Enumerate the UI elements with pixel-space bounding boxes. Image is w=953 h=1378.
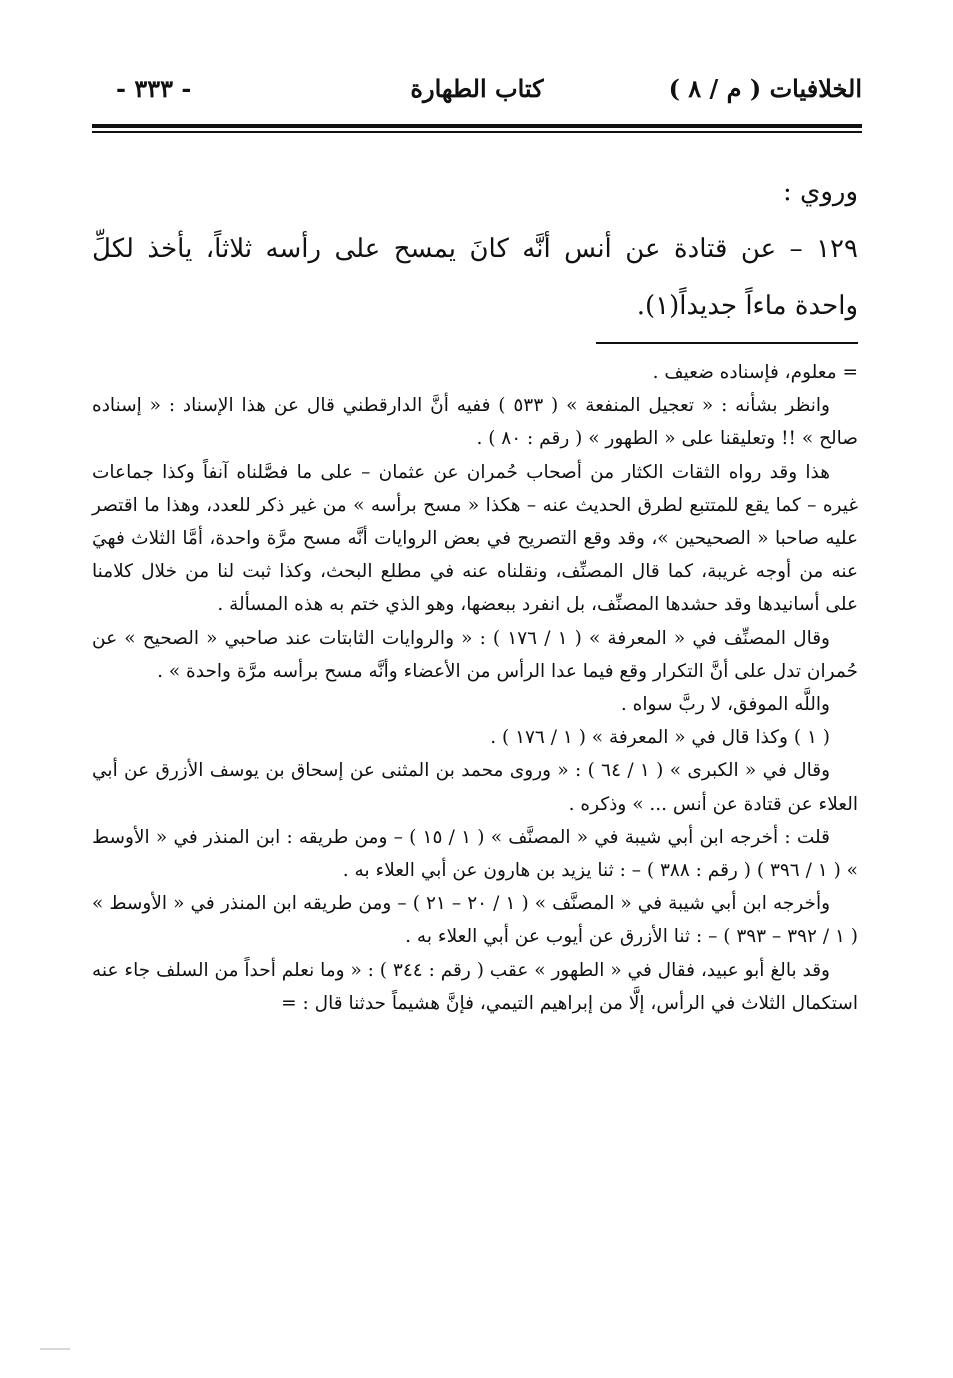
header-page-number: - ٣٣٣ - bbox=[116, 74, 192, 103]
footnote-paragraph: وقال في « الكبرى » ( ١ / ٦٤ ) : « وروى محمد بن المثنى عن إسحاق بن يوسف الأزرق عن أبي العلاء عن قتادة عن أنس ... » وذكره . bbox=[92, 760, 858, 815]
footnote-paragraph: وانظر بشأنه : « تعجيل المنفعة » ( ٥٣٣ ) ففيه أنَّ الدارقطني قال عن هذا الإسناد : « إسناده صالح » !! وتعليقنا على « الطهور » ( رقم : ٨٠ ) . bbox=[92, 395, 858, 450]
footnote-paragraph: هذا وقد رواه الثقات الكثار من أصحاب حُمران عن عثمان – على ما فصَّلناه آنفاً وكذا جماعات غيره – كما يقع للمتتبع لطرق الحديث عنه – هكذا « مسح برأسه » من غير ذكر للعدد، وهذا ما اقتصر عليه صاحبا « الصحيحين »، وقد وقع التصريح في بعض الروايات أنَّه مسح مرَّة واحدة، أمَّا الثلاث فهيَ عنه من أوجه غريبة، كما قال المصنِّف، ونقلناه عنه في مطلع البحث، وكذا ثبت لنا من خلال كلامنا على أسانيدها وقد حشدها المصنِّف، بل انفرد ببعضها، وهو الذي ختم به هذه المسألة . bbox=[92, 461, 858, 616]
footnote-paragraph: وقد بالغ أبو عبيد، فقال في « الطهور » عقب ( رقم : ٣٤٤ ) : « وما نعلم أحداً من السلف جاء عنه استكمال الثلاث في الرأس، إلَّا من إبراهيم التيمي، فإنَّ هشيماً حدثنا قال : = bbox=[92, 959, 858, 1014]
footnote-paragraph: واللَّه الموفق، لا ربَّ سواه . bbox=[620, 694, 830, 716]
footnote-paragraph: وقال المصنِّف في « المعرفة » ( ١ / ١٧٦ ) : « والروايات الثابتات عند صاحبي « الصحيح » عن حُمران تدل على أنَّ التكرار وقع فيما عدا الرأس من الأعضاء وأنَّه مسح برأسه مرَّة واحدة » . bbox=[92, 627, 858, 682]
header-rule-thin bbox=[92, 131, 862, 133]
footnote-paragraph: = معلوم، فإسناده ضعيف . bbox=[652, 362, 858, 383]
footnote-separator bbox=[596, 342, 858, 344]
footnote-paragraph: قلت : أخرجه ابن أبي شيبة في « المصنَّف » ( ١ / ١٥ ) – ومن طريقه : ابن المنذر في « الأوسط » ( ١ / ٣٩٦ ) ( رقم : ٣٨٨ ) – : ثنا يزيد بن هارون عن أبي العلاء به . bbox=[92, 826, 858, 882]
running-header bbox=[92, 74, 862, 114]
hadith-text: ١٢٩ – عن قتادة عن أنس أنَّه كانَ يمسح على رأسه ثلاثاً، يأخذ لكلِّ واحدة ماءاً جديداً(١). bbox=[92, 234, 858, 321]
footnote-paragraph: وأخرجه ابن أبي شيبة في « المصنَّف » ( ١ / ٢٠ – ٢١ ) – ومن طريقه ابن المنذر في « الأوسط » ( ١ / ٣٩٢ – ٣٩٣ ) – : ثنا الأزرق عن أيوب عن أبي العلاء به . bbox=[92, 893, 858, 948]
header-chapter-title: كتاب الطهارة bbox=[410, 74, 544, 103]
main-intro: وروي : bbox=[782, 177, 858, 207]
footnote-paragraph: ( ١ ) وكذا قال في « المعرفة » ( ١ / ١٧٦ ) . bbox=[490, 727, 830, 749]
footnotes bbox=[92, 356, 858, 1020]
header-rule-thick bbox=[92, 124, 862, 128]
scan-speck bbox=[40, 1348, 70, 1350]
header-book-title: الخلافيات ( م / ٨ ) bbox=[668, 74, 862, 103]
main-text bbox=[92, 164, 858, 335]
